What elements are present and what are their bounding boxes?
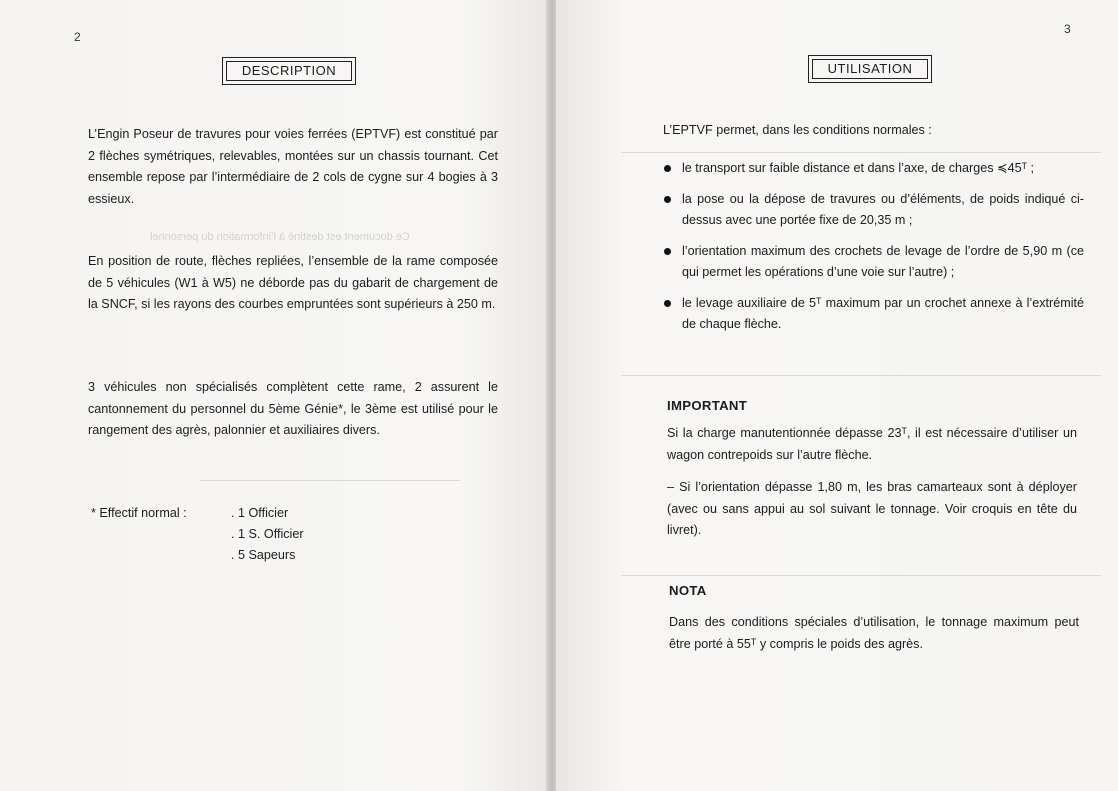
description-paragraph-1: L’Engin Poseur de travures pour voies ferrées (EPTVF) est constitué par 2 flèches symétriques, relevables, montées sur un chassis tournant. Cet ensemble repose par l’intermédiaire de 2 cols de cygne sur 4 bogies à 3 essieux. [88, 127, 498, 206]
important-heading: IMPORTANT [667, 398, 748, 413]
list-item [664, 241, 1084, 284]
list-item [664, 293, 1084, 336]
list-item [664, 158, 1084, 180]
page-number: 3 [1064, 22, 1071, 36]
footnote-item: . 1 Officier [231, 506, 289, 520]
bullet-icon [664, 165, 671, 172]
section-title-utilisation: UTILISATION [808, 55, 932, 83]
utilisation-intro: L’EPTVF permet, dans les conditions normales : [663, 123, 932, 137]
important-note: – Si l’orientation dépasse 1,80 m, les bras camarteaux sont à déployer (avec ou sans appui au sol suivant le tonnage. Voir croquis en tête du livret). [667, 480, 1077, 537]
footnote-staff-list [231, 503, 304, 566]
nota-text: Dans des conditions spéciales d’utilisation, le tonnage maximum peut être porté à 55ᵀ y compris le poids des agrès. [669, 615, 1079, 651]
right-page [556, 0, 1118, 791]
bleed-through-line [200, 480, 460, 481]
footnote-label: * Effectif normal : [91, 506, 187, 520]
bleed-through-line [621, 152, 1101, 153]
bullet-text: la pose ou la dépose de travures ou d’éléments, de poids indiqué ci-dessus avec une portée fixe de 20,35 m ; [682, 191, 1084, 227]
list-item [664, 189, 1084, 232]
important-text: Si la charge manutentionnée dépasse 23ᵀ, il est nécessaire d’utiliser un wagon contrepoids sur l’autre flèche. [667, 426, 1077, 462]
description-paragraph-3: 3 véhicules non spécialisés complètent cette rame, 2 assurent le cantonnement du personnel du 5ème Génie*, le 3ème est utilisé pour le rangement des agrès, palonnier et auxiliaires divers. [88, 380, 498, 437]
bleed-through-text: Ce document est destiné à l’information du personnel [150, 231, 410, 243]
bullet-text: le levage auxiliaire de 5ᵀ maximum par un crochet annexe à l’extrémité de chaque flèche. [682, 295, 1084, 331]
bullet-text: le transport sur faible distance et dans l’axe, de charges ≼45ᵀ ; [682, 161, 1035, 175]
footnote-item: . 1 S. Officier [231, 527, 304, 541]
utilisation-bullet-list [664, 158, 1084, 345]
bullet-icon [664, 248, 671, 255]
bullet-icon [664, 300, 671, 307]
nota-heading: NOTA [669, 583, 707, 598]
bleed-through-line [621, 375, 1101, 376]
bleed-through-line [621, 575, 1101, 576]
description-paragraph-2: En position de route, flèches repliées, l’ensemble de la rame composée de 5 véhicules (W1 à W5) ne déborde pas du gabarit de chargement de la SNCF, si les rayons des courbes empruntées sont supérieurs à 250 m. [88, 254, 498, 311]
section-title-description: DESCRIPTION [222, 57, 356, 85]
footnote-item: . 5 Sapeurs [231, 548, 296, 562]
page-number: 2 [74, 30, 81, 44]
bullet-text: l’orientation maximum des crochets de levage de l’ordre de 5,90 m (ce qui permet les opérations d’une voie sur l’autre) ; [682, 243, 1084, 279]
bullet-icon [664, 196, 671, 203]
left-page [0, 0, 548, 791]
